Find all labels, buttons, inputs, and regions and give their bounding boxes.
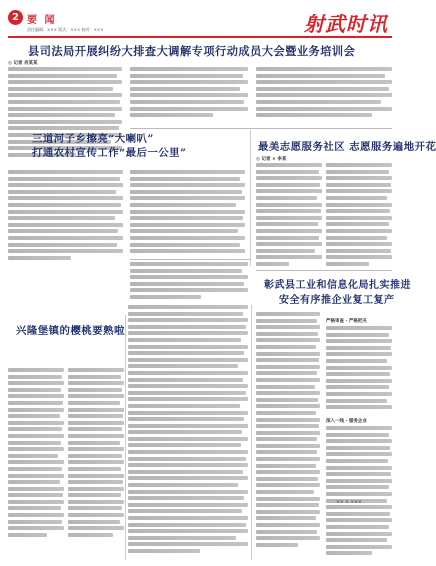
mid-left-col-1 bbox=[8, 170, 123, 262]
top-article-col-3 bbox=[256, 67, 392, 127]
top-article-byline: ◎ 记者 肖某某 bbox=[8, 61, 38, 66]
header-rule bbox=[8, 36, 392, 38]
mid-left-col-2-cont bbox=[130, 262, 248, 302]
column-rule bbox=[125, 315, 126, 560]
bottom-right-col-1 bbox=[256, 312, 320, 558]
mid-left-col-2 bbox=[130, 170, 245, 256]
reporter-credit: ×× × ××× bbox=[336, 500, 362, 505]
column-rule bbox=[250, 130, 251, 266]
divider bbox=[256, 270, 392, 271]
bottom-right-title-1: 彰武县工业和信息化局扎实推进 bbox=[264, 280, 411, 291]
mid-left-title-1: 三道河子乡擦亮“大喇叭” bbox=[32, 133, 154, 145]
divider bbox=[130, 259, 250, 260]
mid-right-byline: ◎ 记者 × 李某 bbox=[256, 157, 287, 162]
bottom-left-col-1 bbox=[8, 368, 64, 558]
masthead: 射武时讯 bbox=[304, 12, 388, 36]
page-number: 2 bbox=[8, 10, 23, 25]
page-header bbox=[0, 0, 400, 38]
bottom-right-title-2: 安全有序推企业复工复产 bbox=[279, 295, 395, 306]
subhead-strict-review: 严格审查 · 严格把关 bbox=[326, 319, 367, 324]
header-meta: 责任编辑：××× 版式：××× 校对：××× bbox=[27, 27, 104, 32]
bottom-right-col-2b bbox=[326, 426, 392, 558]
mid-right-title: 最美志愿服务社区 志愿服务遍地开花 bbox=[258, 141, 436, 153]
mid-right-col-2 bbox=[326, 163, 392, 267]
top-article-title: 县司法局开展纠纷大排查大调解专项行动成员大会暨业务培训会 bbox=[28, 44, 356, 58]
mid-right-col-1 bbox=[256, 163, 322, 267]
bottom-right-col-2a bbox=[326, 326, 392, 414]
subhead-serve-enterprises: 深入一线 · 服务企业 bbox=[326, 419, 367, 424]
column-rule bbox=[251, 305, 252, 560]
top-article-col-2 bbox=[130, 67, 248, 127]
bottom-center-col bbox=[128, 305, 248, 558]
section-name: 要 闻 bbox=[27, 15, 57, 26]
bottom-left-title: 兴隆堡镇的樱桃要熟啦 bbox=[16, 325, 125, 337]
mid-left-title-2: 打通农村宣传工作“最后一公里” bbox=[32, 147, 187, 159]
divider bbox=[130, 128, 392, 129]
bottom-left-col-2 bbox=[68, 368, 124, 558]
